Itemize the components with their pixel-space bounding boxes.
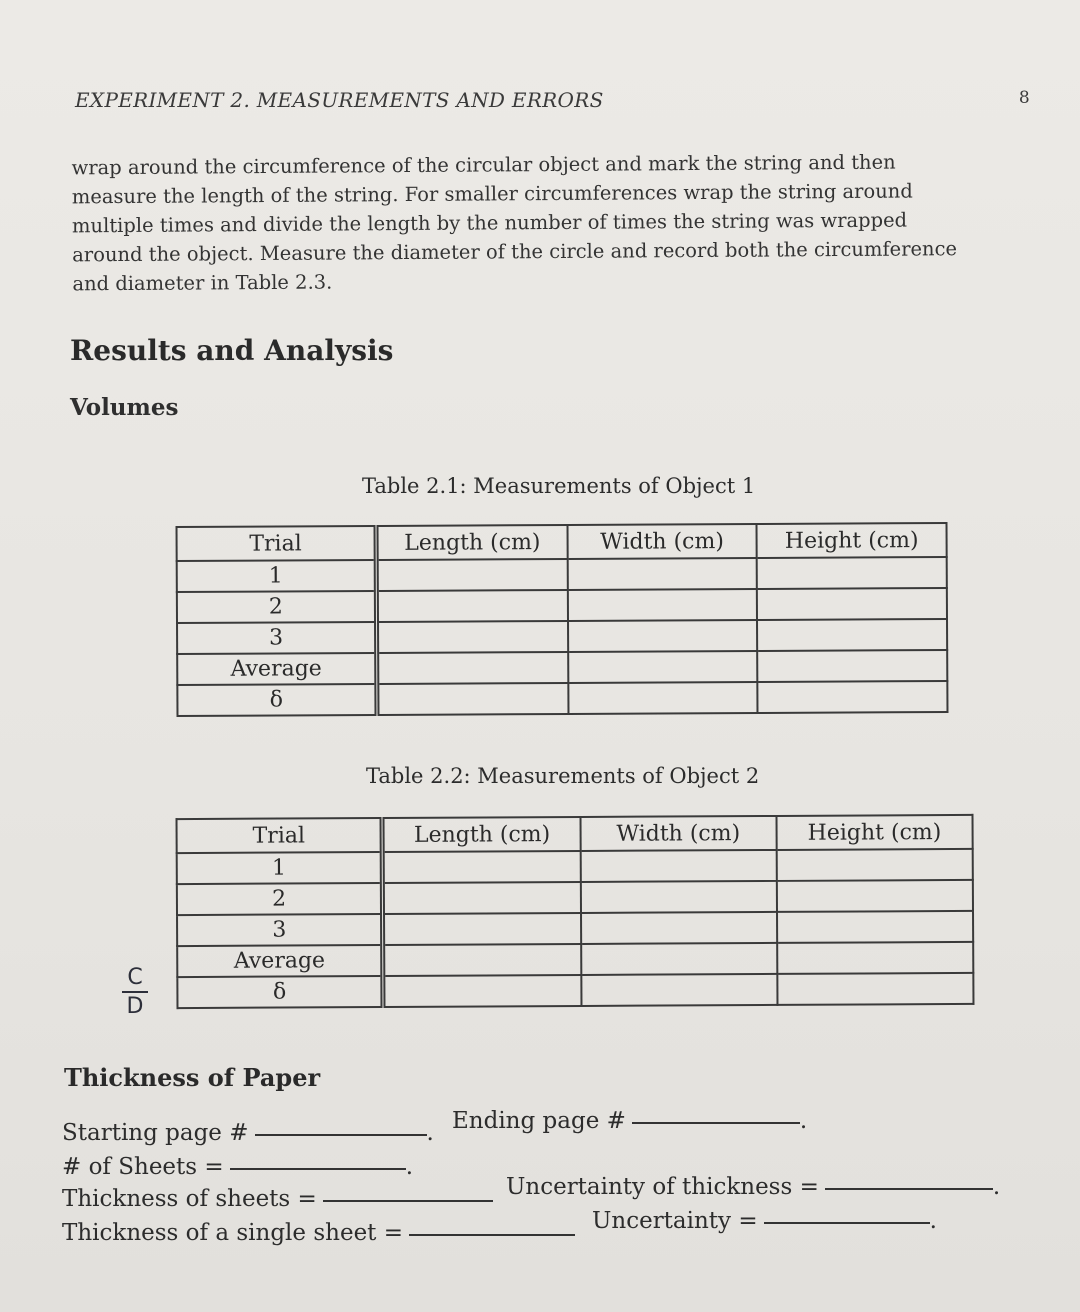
header-width: Width (cm) — [567, 524, 757, 559]
table-row — [177, 588, 947, 623]
header-trial: Trial — [177, 818, 383, 853]
row-label: 2 — [177, 883, 383, 915]
fraction-bar — [122, 991, 148, 993]
table-row — [177, 557, 947, 592]
length-cell[interactable] — [377, 683, 568, 715]
intro-paragraph — [72, 147, 1033, 299]
num-sheets-blank[interactable] — [230, 1167, 406, 1170]
header-height: Height (cm) — [757, 523, 947, 558]
row-label: δ — [177, 976, 383, 1008]
height-cell[interactable] — [757, 650, 947, 682]
height-cell[interactable] — [777, 880, 973, 912]
width-cell[interactable] — [568, 620, 758, 652]
table-header-row — [177, 523, 947, 561]
uncertainty-thickness-label: Uncertainty of thickness = — [506, 1174, 819, 1200]
starting-page-field: Starting page # . — [62, 1120, 434, 1146]
length-cell[interactable] — [376, 621, 567, 653]
length-cell[interactable] — [377, 652, 568, 684]
num-sheets-label: # of Sheets = — [62, 1154, 224, 1180]
row-label: Average — [177, 945, 383, 977]
table-row — [177, 911, 973, 946]
length-cell[interactable] — [383, 851, 581, 883]
width-cell[interactable] — [580, 850, 776, 882]
height-cell[interactable] — [758, 681, 948, 713]
uncertainty-label: Uncertainty = — [592, 1208, 758, 1234]
handwritten-numerator: C — [127, 965, 143, 990]
length-cell[interactable] — [383, 975, 581, 1007]
page-number: 8 — [1018, 88, 1030, 108]
width-cell[interactable] — [581, 943, 777, 975]
row-label: 1 — [177, 560, 377, 592]
thickness-sheets-blank[interactable] — [323, 1199, 493, 1202]
header-width: Width (cm) — [580, 816, 776, 851]
uncertainty-field: Uncertainty = . — [592, 1208, 937, 1234]
width-cell[interactable] — [567, 558, 757, 590]
table2 — [176, 814, 975, 1009]
table1-caption: Table 2.1: Measurements of Object 1 — [362, 474, 756, 498]
length-cell[interactable] — [383, 944, 581, 976]
thickness-single-label: Thickness of a single sheet = — [62, 1220, 404, 1246]
running-header — [75, 88, 1030, 112]
num-sheets-field: # of Sheets = . — [62, 1154, 413, 1180]
row-label: 3 — [177, 622, 377, 654]
height-cell[interactable] — [757, 588, 947, 620]
height-cell[interactable] — [777, 973, 973, 1005]
uncertainty-thickness-field: Uncertainty of thickness = . — [506, 1174, 1001, 1200]
height-cell[interactable] — [757, 619, 947, 651]
header-length: Length (cm) — [376, 525, 567, 560]
height-cell[interactable] — [777, 911, 973, 943]
height-cell[interactable] — [776, 849, 972, 881]
handwritten-denominator: D — [126, 994, 144, 1019]
paragraph-line: multiple times and divide the length by the number of times the string was wrapped — [71, 208, 908, 238]
ending-page-field: Ending page # . — [452, 1108, 808, 1134]
chapter-title: EXPERIMENT 2. MEASUREMENTS AND ERRORS — [75, 88, 604, 112]
thickness-sheets-label: Thickness of sheets = — [62, 1186, 317, 1212]
width-cell[interactable] — [580, 881, 776, 913]
thickness-heading: Thickness of Paper — [64, 1063, 321, 1092]
section-heading: Results and Analysis — [70, 334, 394, 367]
width-cell[interactable] — [581, 912, 777, 944]
table1 — [176, 522, 949, 717]
table-row — [177, 849, 973, 884]
table-header-row — [177, 815, 973, 853]
row-label: 3 — [177, 914, 383, 946]
table-row — [177, 973, 973, 1008]
header-length: Length (cm) — [382, 817, 580, 852]
ending-page-label: Ending page # — [452, 1108, 626, 1134]
row-label: δ — [177, 684, 377, 716]
length-cell[interactable] — [376, 559, 567, 591]
starting-page-blank[interactable] — [255, 1133, 427, 1136]
table2-caption: Table 2.2: Measurements of Object 2 — [366, 764, 760, 788]
table-row — [177, 880, 973, 915]
length-cell[interactable] — [376, 590, 567, 622]
row-label: Average — [177, 653, 377, 685]
row-label: 1 — [177, 852, 383, 884]
row-label: 2 — [177, 591, 377, 623]
subsection-heading: Volumes — [70, 394, 179, 421]
paragraph-line: and diameter in Table 2.3. — [72, 270, 333, 296]
header-height: Height (cm) — [776, 815, 972, 850]
table-row — [177, 619, 947, 654]
handwritten-note — [118, 965, 152, 1019]
table-row — [177, 942, 973, 977]
width-cell[interactable] — [568, 589, 758, 621]
width-cell[interactable] — [581, 974, 777, 1006]
thickness-single-field — [62, 1220, 575, 1246]
height-cell[interactable] — [757, 557, 947, 589]
ending-page-blank[interactable] — [632, 1121, 800, 1124]
paragraph-line: wrap around the circumference of the circular object and mark the string and then — [71, 150, 896, 180]
paragraph-line: measure the length of the string. For smaller circumferences wrap the string around — [71, 179, 913, 209]
starting-page-label: Starting page # — [62, 1120, 249, 1146]
width-cell[interactable] — [568, 682, 758, 714]
uncertainty-blank[interactable] — [764, 1221, 930, 1224]
uncertainty-thickness-blank[interactable] — [825, 1187, 993, 1190]
table-row — [177, 650, 947, 685]
thickness-single-blank[interactable] — [409, 1233, 575, 1236]
thickness-sheets-field — [62, 1186, 493, 1212]
table-row — [177, 681, 947, 716]
width-cell[interactable] — [568, 651, 758, 683]
length-cell[interactable] — [383, 882, 581, 914]
paragraph-line: around the object. Measure the diameter of the circle and record both the circumference — [72, 237, 958, 267]
header-trial: Trial — [177, 526, 377, 561]
height-cell[interactable] — [777, 942, 973, 974]
length-cell[interactable] — [383, 913, 581, 945]
